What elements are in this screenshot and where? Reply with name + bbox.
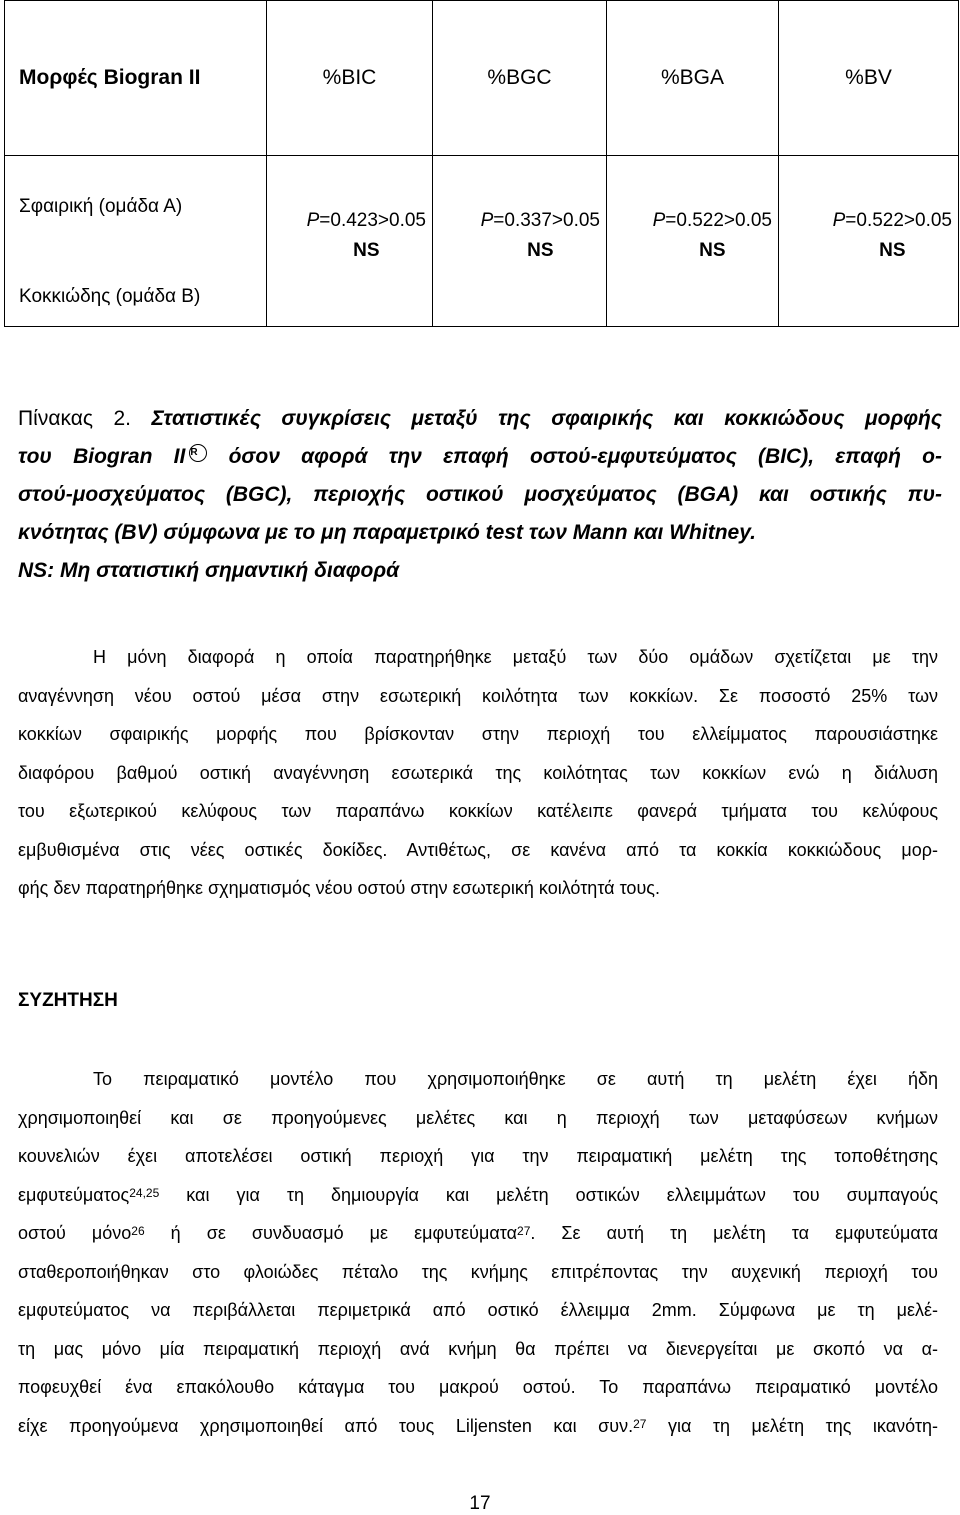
section-title: ΣΥΖΗΤΗΣΗ bbox=[18, 990, 118, 1011]
bv-ns: NS bbox=[879, 240, 906, 261]
text-line: σταθεροποιήθηκαν στο φλοιώδες πέταλο της κνήμης επιτρέποντας την αυχενική περιοχή του bbox=[18, 1261, 938, 1282]
p-symbol: P bbox=[652, 210, 666, 231]
text-line: εμβυθισμένα στις νέες οστικές δοκίδες. Αντιθέτως, σε κανένα από τα κοκκία κοκκιώδους μορ- bbox=[18, 839, 938, 860]
caption-text: όσον αφορά την επαφή οστού-εμφυτεύματος (BIC), επαφή ο- bbox=[207, 445, 942, 468]
results-paragraph bbox=[18, 638, 938, 908]
table-caption bbox=[18, 400, 942, 590]
text-fragment: ή σε συνδυασμό με εμφυτεύματα bbox=[144, 1223, 518, 1243]
bgc-pvalue-text: =0.337>0.05 bbox=[493, 210, 600, 231]
bga-ns: NS bbox=[699, 240, 726, 261]
header-bgc: %BGC bbox=[433, 1, 607, 156]
caption-line bbox=[18, 438, 942, 476]
citation-superscript: 26 bbox=[131, 1224, 145, 1238]
bic-ns: NS bbox=[353, 240, 380, 261]
statistics-table bbox=[4, 0, 959, 327]
citation-superscript: 27 bbox=[517, 1224, 531, 1238]
bgc-cell bbox=[433, 156, 607, 327]
text-line: Η μόνη διαφορά η οποία παρατηρήθηκε μεταξύ των δύο ομάδων σχετίζεται με την bbox=[93, 647, 938, 667]
page-number: 17 bbox=[469, 1493, 491, 1514]
bv-pvalue-text: =0.522>0.05 bbox=[845, 210, 952, 231]
table-header-row bbox=[5, 1, 959, 156]
p-symbol: P bbox=[306, 210, 320, 231]
row-label-cell bbox=[5, 156, 267, 327]
text-line bbox=[18, 1214, 938, 1253]
text-line: χρησιμοποιηθεί και σε προηγούμενες μελέτες και η περιοχή των μεταφύσεων κνήμων bbox=[18, 1107, 938, 1128]
caption-line: στού-μοσχεύματος (BGC), περιοχής οστικού μοσχεύματος (BGA) και οστικής πυ- bbox=[18, 483, 942, 506]
group-b-label: Κοκκιώδης (ομάδα Β) bbox=[19, 286, 201, 307]
bv-pvalue bbox=[833, 206, 952, 266]
text-line: κουνελιών έχει αποτελέσει οστική περιοχή για την πειραματική μελέτη της τοποθέτησης bbox=[18, 1146, 938, 1166]
text-line: φής δεν παρατηρήθηκε σχηματισμός νέου οστού στην εσωτερική κοιλότητά τους. bbox=[18, 878, 660, 898]
text-line: του εξωτερικού κελύφους των παραπάνω κοκκίων κατέλειπε φανερά τμήματα του κελύφους bbox=[18, 801, 938, 821]
caption-prefix: Πίνακας 2. bbox=[18, 407, 152, 430]
text-line: Το πειραματικό μοντέλο που χρησιμοποιήθηκε σε αυτή τη μελέτη έχει ήδη bbox=[93, 1069, 938, 1089]
text-line: κοκκίων σφαιρικής μορφής που βρίσκονταν στην περιοχή του ελλείμματος παρουσιάστηκε bbox=[18, 724, 938, 744]
bic-pvalue bbox=[307, 206, 426, 266]
caption-line bbox=[18, 400, 942, 438]
text-line: ποφευχθεί ένα επακόλουθο κάταγμα του μακρού οστού. Το παραπάνω πειραματικό μοντέλο bbox=[18, 1377, 938, 1397]
caption-line: NS: Mη στατιστική σημαντική διαφορά bbox=[18, 559, 400, 582]
citation-superscript: 27 bbox=[633, 1416, 647, 1431]
header-bga: %BGA bbox=[607, 1, 779, 156]
text-line bbox=[18, 1176, 938, 1215]
caption-line: κνότητας (BV) σύμφωνα με το μη παραμετρικό test των Mann και Whitney. bbox=[18, 521, 756, 544]
header-bic: %BIC bbox=[267, 1, 433, 156]
discussion-paragraph bbox=[18, 1060, 938, 1445]
bga-pvalue bbox=[653, 206, 772, 266]
header-forms: Μορφές Biogran II bbox=[5, 1, 267, 156]
citation-superscript: 24,25 bbox=[129, 1185, 160, 1200]
text-line: εμφυτεύματος να περιβάλλεται περιμετρικά από οστικό έλλειμμα 2mm. Σύμφωνα με τη μελέ- bbox=[18, 1300, 938, 1320]
text-line bbox=[18, 1407, 938, 1446]
text-line: διαφόρου βαθμού οστική αναγέννηση εσωτερικά της κοιλότητας των κοκκίων ενώ η διάλυση bbox=[18, 762, 938, 783]
text-fragment: . Σε αυτή τη μελέτη τα εμφυτεύματα bbox=[530, 1223, 938, 1243]
registered-icon: R bbox=[189, 444, 207, 462]
text-fragment: εμφυτεύματος bbox=[18, 1184, 130, 1205]
caption-text: του Biogran II bbox=[18, 445, 186, 468]
bgc-pvalue bbox=[481, 206, 600, 266]
bv-cell bbox=[779, 156, 959, 327]
text-fragment: για τη μελέτη της ικανότη- bbox=[646, 1415, 938, 1436]
p-symbol: P bbox=[832, 210, 846, 231]
text-line: τη μας μόνο μία πειραματική περιοχή ανά κνήμη θα πρέπει να διενεργείται με σκοπό να α- bbox=[18, 1338, 938, 1359]
p-symbol: P bbox=[480, 210, 494, 231]
bic-pvalue-text: =0.423>0.05 bbox=[319, 210, 426, 231]
bgc-ns: NS bbox=[527, 240, 554, 261]
group-a-label: Σφαιρική (ομάδα Α) bbox=[19, 196, 183, 217]
caption-text: Στατιστικές συγκρίσεις μεταξύ της σφαιρικής και κοκκιώδους μορφής bbox=[151, 407, 942, 430]
text-fragment: οστού μόνο bbox=[18, 1223, 132, 1243]
bga-pvalue-text: =0.522>0.05 bbox=[665, 210, 772, 231]
text-fragment: είχε προηγούμενα χρησιμοποιηθεί από τους Liljensten και συν. bbox=[18, 1415, 634, 1436]
table-row bbox=[5, 156, 959, 327]
text-line: αναγέννηση νέου οστού μέσα στην εσωτερική κοιλότητα των κοκκίων. Σε ποσοστό 25% των bbox=[18, 685, 938, 706]
bga-cell bbox=[607, 156, 779, 327]
bic-cell bbox=[267, 156, 433, 327]
header-bv: %BV bbox=[779, 1, 959, 156]
text-fragment: και για τη δημιουργία και μελέτη οστικών ελλειμμάτων του συμπαγούς bbox=[159, 1184, 938, 1205]
